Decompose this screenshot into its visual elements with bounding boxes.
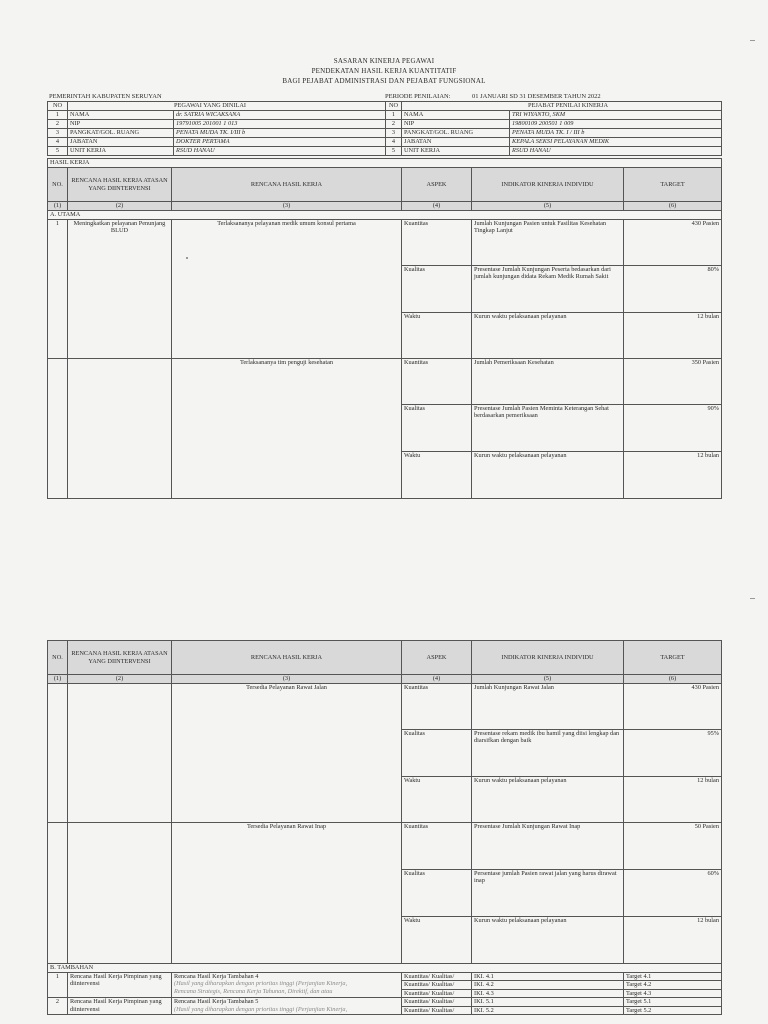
table-row: Kualitas Presentase rekam medik ibu hamil yang diisi lengkap dan diarsifkan dengan baik 95% [48,729,722,776]
penilai-row: 4 JABATAN KEPALA SEKSI PELAYANAN MEDIK [386,138,722,147]
pegawai-title: PEGAWAI YANG DINILAI [68,102,386,111]
pejabat-penilai-table [385,101,722,156]
table-row: Kualitas Persentase jumlah Pasien rawat jalan yang harus dirawat inap 60% [48,869,722,916]
penilai-row: 1 NAMA TRI WIYANTO, SKM [386,111,722,120]
table-row: Terlaksananya tim penguji kesehatan Kuantitas Jumlah Pemeriksaan Kesehatan 350 Pasien [48,358,722,404]
table-row: 1 Rencana Hasil Kerja Pimpinan yang diintervensi Rencana Hasil Kerja Tambahan 4 (Hasil yang diharapkan dengan prioritas tinggi (Perjanjian Kinerja, Rencana Strategis, Rencana Kerja Tahunan, Direktif, dan atau Kuantitas/ Kualitas/ IKI. 4.1 Target 4.1 [48,972,722,981]
table-row: Kuantitas/ Kualitas/ IKI. 4.3 Target 4.3 [48,989,722,998]
penilai-row: 2 NIP 19800109 200501 1 009 [386,120,722,129]
pegawai-row: 5 UNIT KERJA RSUD HANAU [48,147,386,156]
tambahan-rencana: Rencana Hasil Kerja Tambahan 5 [174,998,259,1005]
column-header-row: NO. RENCANA HASIL KERJA ATASAN YANG DIINTERVENSI RENCANA HASIL KERJA ASPEK INDIKATOR KINERJA INDIVIDU TARGET [48,168,722,202]
column-number-row: (1) (2) (3) (4) (5) (6) [48,675,722,684]
column-header-row: NO. RENCANA HASIL KERJA ATASAN YANG DIINTERVENSI RENCANA HASIL KERJA ASPEK INDIKATOR KINERJA INDIVIDU TARGET [48,641,722,675]
table-row: Kuantitas/ Kualitas/ IKI. 5.2 Target 5.2 [48,1006,722,1015]
title-line-3: BAGI PEJABAT ADMINISTRASI DAN PEJABAT FUNGSIONAL [282,77,486,85]
pegawai-row: 1 NAMA dr. SATRIA WICAKSANA [48,111,386,120]
table-row: Kuantitas/ Kualitas/ IKI. 4.2 Target 4.2 [48,981,722,990]
section-tambahan-label: B. TAMBAHAN [48,963,722,972]
table-row: Waktu Kurun waktu pelaksanaan pelayanan 12 bulan [48,451,722,498]
table-row: 1 Meningkatkan pelayanan Penunjang BLUD Terlaksananya pelayanan medik umum konsul pertama Kuantitas Jumlah Kunjungan Pasien untuk Fasilitas Kesehatan Tingkap Lanjut 430 Pasien [48,219,722,265]
column-number-row: (1) (2) (3) (4) (5) (6) [48,202,722,211]
pegawai-row: 2 NIP 19791005 201001 1 013 [48,120,386,129]
table-row: Tersedia Pelayanan Rawat Inap Kuantitas Presentase Jumlah Kunjungan Rawat Inap 50 Pasien [48,822,722,869]
title-line-2: PENDEKATAN HASIL KERJA KUANTITATIF [311,67,457,75]
organization-name: PEMERINTAH KABUPATEN SERUYAN [49,93,162,100]
table-row: Waktu Kurun waktu pelaksanaan pelayanan 12 bulan [48,916,722,963]
hasil-kerja-table-page-2 [47,640,722,1015]
scan-mark [186,257,188,259]
table-row: Waktu Kurun waktu pelaksanaan pelayanan 12 bulan [48,776,722,822]
period-value: 01 JANUARI SD 31 DESEMBER TAHUN 2022 [472,93,601,100]
title-line-1: SASARAN KINERJA PEGAWAI [333,57,435,65]
table-row: Kualitas Presentase Jumlah Pasien Meminta Keterangan Sehat berdasarkan pemeriksaan 90% [48,404,722,451]
table-row: Tersedia Pelayanan Rawat Jalan Kuantitas Jumlah Kunjungan Rawat Jalan 430 Pasien [48,683,722,729]
section-utama-label: A. UTAMA [48,210,722,219]
table-row: Kualitas Presentase Jumlah Kunjungan Peserta bedasarkan dari jumlah kunjungan didata Rekam Medik Rumah Sakit 80% [48,265,722,312]
period-label: PERIODE PENILAIAN: [385,93,451,100]
pegawai-row: 3 PANGKAT/GOL. RUANG PENATA MUDA TK. I/III b [48,129,386,138]
tambahan-note: (Hasil yang diharapkan dengan prioritas tinggi (Perjanjian Kinerja, [174,1005,348,1013]
pegawai-no-header: NO [48,102,68,111]
tambahan-note: (Hasil yang diharapkan dengan prioritas tinggi (Perjanjian Kinerja, [174,980,348,987]
penilai-row: 5 UNIT KERJA RSUD HANAU [386,147,722,156]
scan-mark [750,598,755,599]
document-title-block [0,56,768,86]
pegawai-row: 4 JABATAN DOKTER PERTAMA [48,138,386,147]
table-row: Waktu Kurun waktu pelaksanaan pelayanan 12 bulan [48,312,722,358]
penilai-row: 3 PANGKAT/GOL. RUANG PENATA MUDA TK. I / III b [386,129,722,138]
table-row: 2 Rencana Hasil Kerja Pimpinan yang diintervensi Rencana Hasil Kerja Tambahan 5 (Hasil yang diharapkan dengan prioritas tinggi (Perjanjian Kinerja, Kuantitas/ Kualitas/ IKI. 5.1 Target 5.1 [48,998,722,1007]
tambahan-rencana: Rencana Hasil Kerja Tambahan 4 [174,972,259,980]
penilai-no-header: NO [386,102,402,111]
penilai-title: PEJABAT PENILAI KINERJA [402,102,722,111]
scan-mark [750,40,755,41]
hasil-kerja-table-page-1 [47,158,722,499]
tambahan-note: Rencana Strategis, Rencana Kerja Tahunan, Direktif, dan atau [174,987,333,995]
pegawai-dinilai-table [47,101,386,156]
hasil-kerja-label: HASIL KERJA [48,159,722,168]
